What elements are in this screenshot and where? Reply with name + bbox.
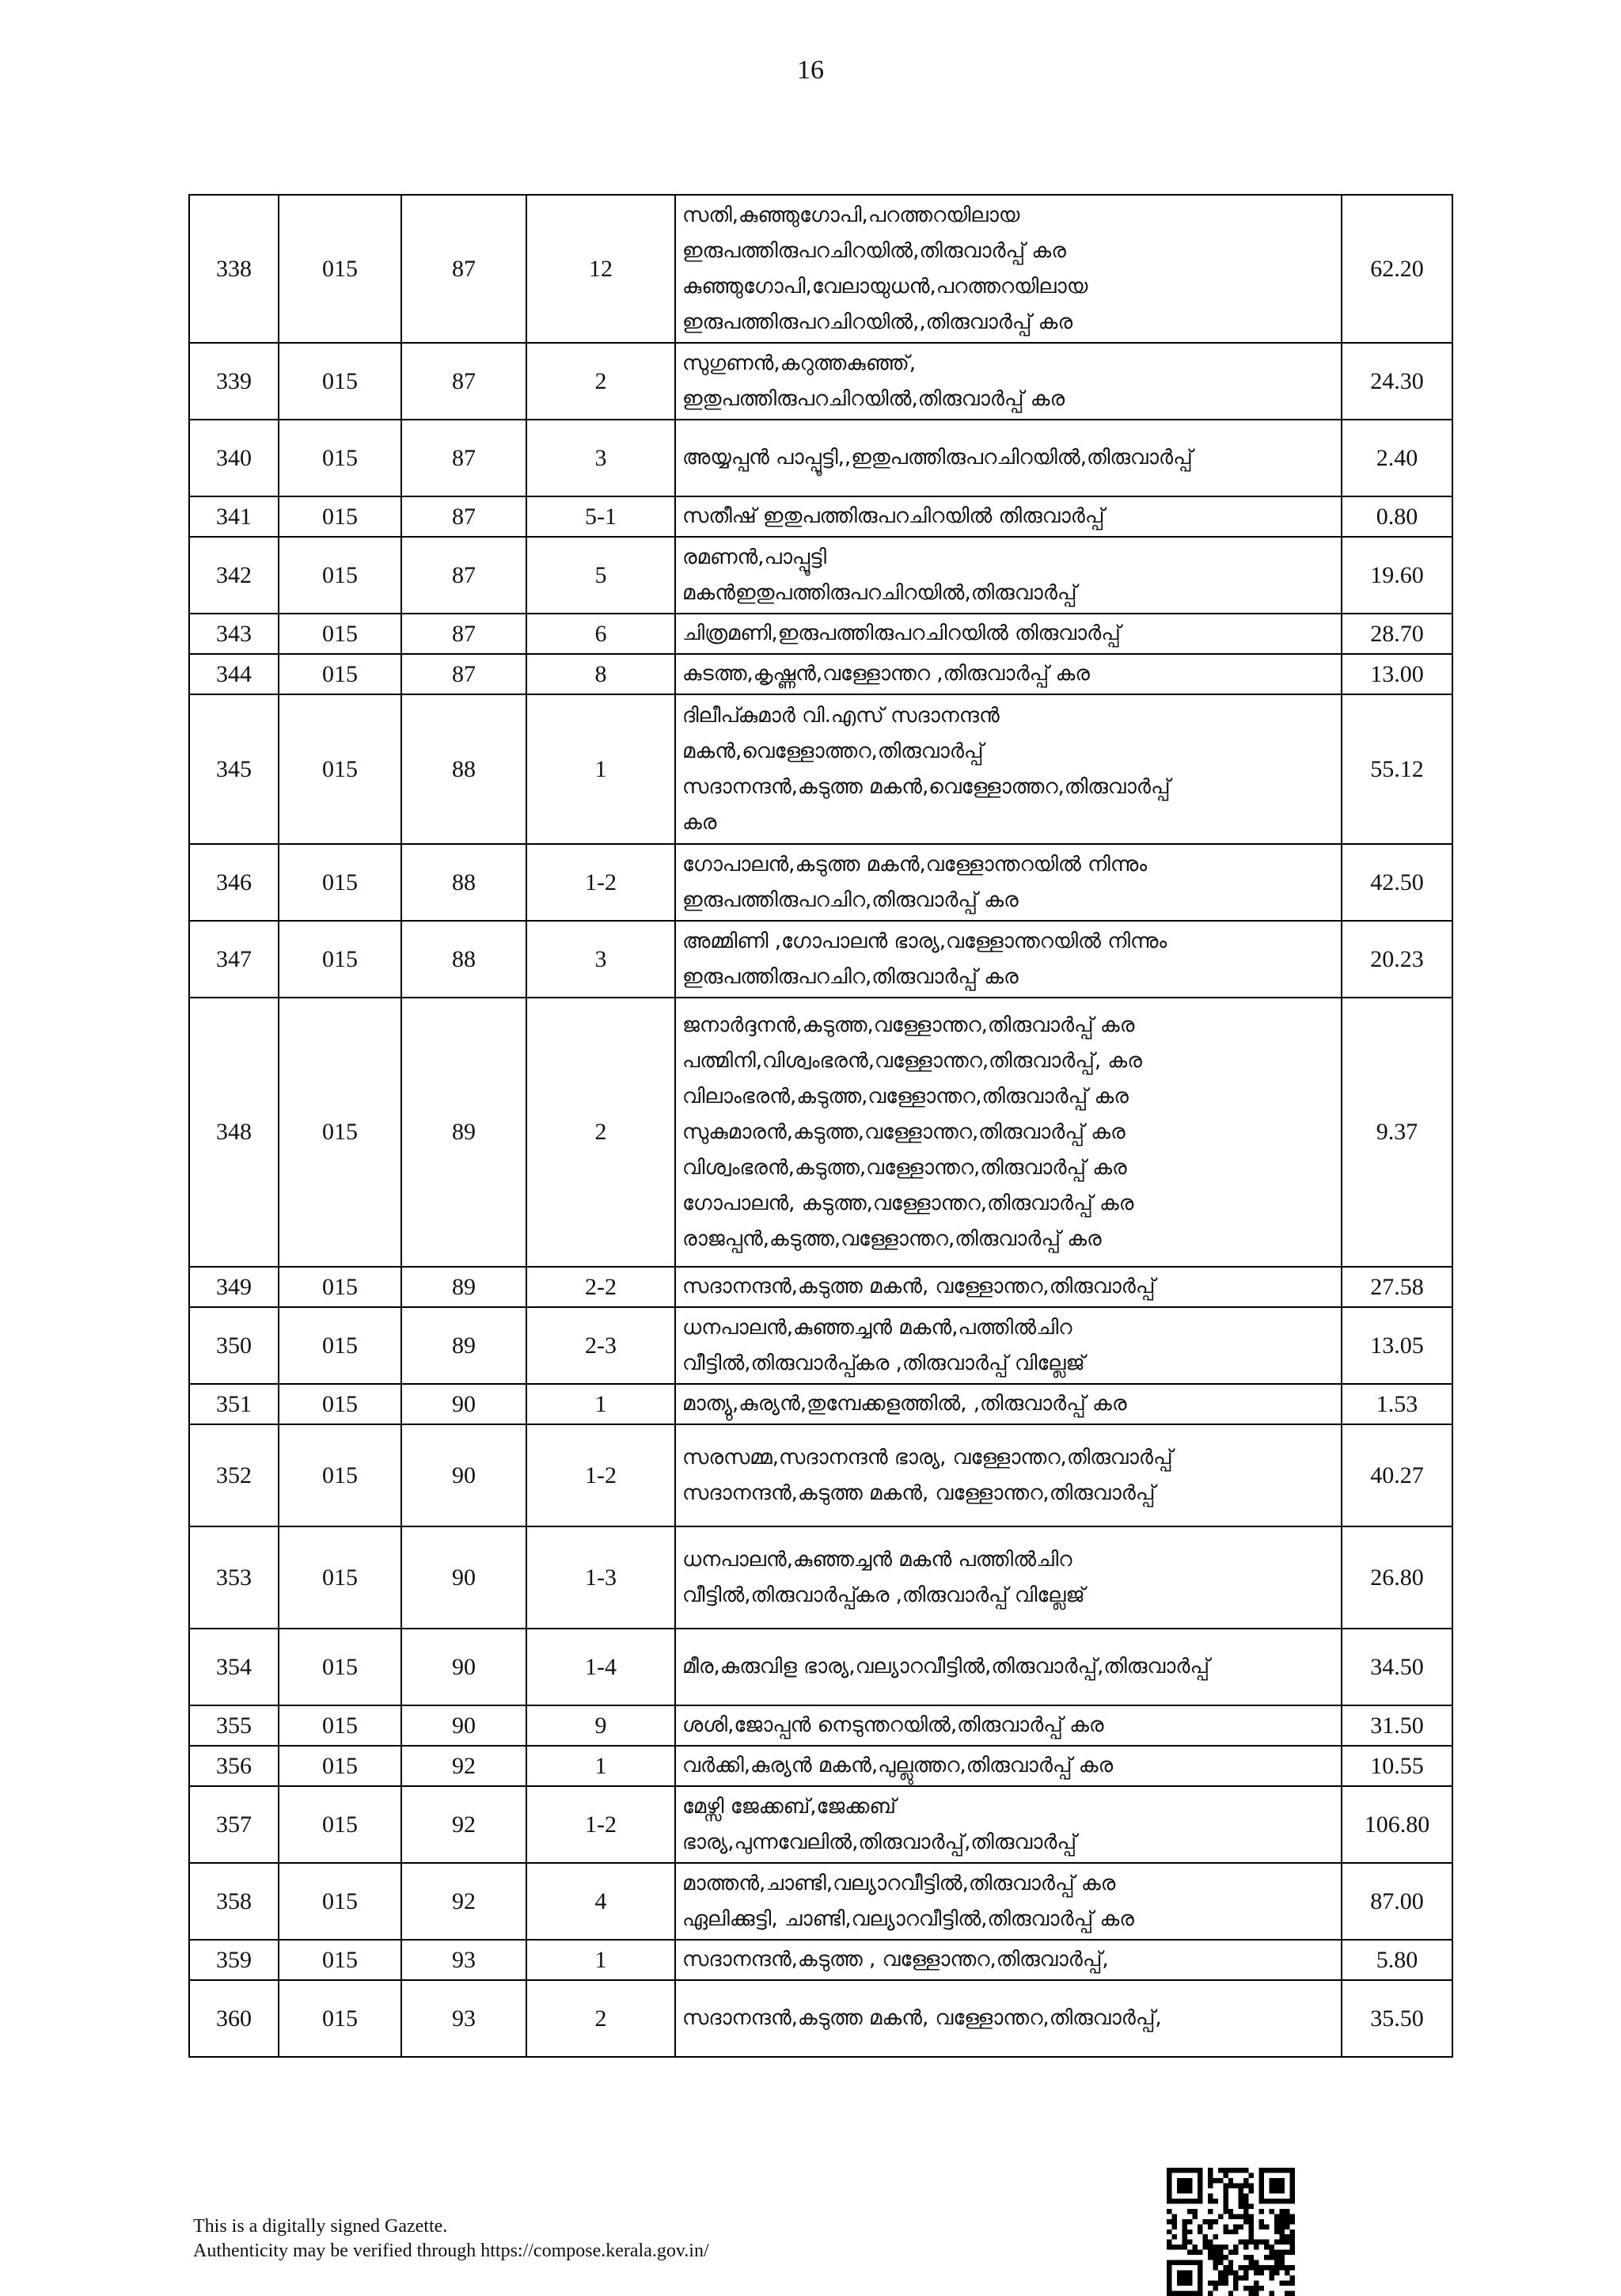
serial-number-cell: 346 bbox=[189, 844, 279, 921]
village-code-cell: 015 bbox=[279, 195, 401, 343]
owner-details-cell bbox=[675, 1267, 1342, 1307]
area-cell: 13.00 bbox=[1342, 654, 1452, 694]
village-code-cell: 015 bbox=[279, 1980, 401, 2057]
subdivision-cell: 2 bbox=[526, 1980, 675, 2057]
subdivision-cell: 2-3 bbox=[526, 1307, 675, 1384]
serial-number-cell: 345 bbox=[189, 694, 279, 844]
village-code-cell: 015 bbox=[279, 1526, 401, 1629]
village-code-cell: 015 bbox=[279, 496, 401, 537]
area-cell: 19.60 bbox=[1342, 537, 1452, 614]
serial-number-cell: 340 bbox=[189, 420, 279, 496]
area-cell: 10.55 bbox=[1342, 1746, 1452, 1786]
owner-line: ഇരുപത്തിരുപറചിറ,തിരുവാർപ്പ് കര bbox=[682, 964, 1019, 989]
owner-line: സദാനന്ദൻ,കടുത്ത മകൻ,വെള്ളോത്തറ,തിരുവാർപ്പ് bbox=[682, 774, 1171, 799]
survey-number-cell: 87 bbox=[401, 195, 526, 343]
footer-signed-note: This is a digitally signed Gazette. bbox=[193, 2216, 448, 2237]
owner-line: സദാനന്ദൻ,കടുത്ത , വള്ളോന്തറ,തിരുവാർപ്പ്, bbox=[682, 1948, 1109, 1971]
owner-details-cell bbox=[675, 1940, 1342, 1980]
subdivision-cell: 5 bbox=[526, 537, 675, 614]
subdivision-cell: 9 bbox=[526, 1705, 675, 1746]
area-cell: 2.40 bbox=[1342, 420, 1452, 496]
village-code-cell: 015 bbox=[279, 654, 401, 694]
owner-line: വർക്കി,കുര്യൻ മകൻ,പുല്ലുത്തറ,തിരുവാർപ്പ് കര bbox=[682, 1754, 1114, 1777]
owner-line: കുടത്ത,കൃഷ്ണൻ,വള്ളോന്തറ ,തിരുവാർപ്പ് കര bbox=[682, 662, 1090, 686]
village-code-cell: 015 bbox=[279, 1629, 401, 1705]
survey-number-cell: 87 bbox=[401, 654, 526, 694]
owner-line: ചിത്രമണി,ഇരുപത്തിരുപറചിറയിൽ തിരുവാർപ്പ് bbox=[682, 622, 1121, 645]
owner-details-cell bbox=[675, 1980, 1342, 2057]
table-row bbox=[189, 1526, 1452, 1629]
subdivision-cell: 2 bbox=[526, 343, 675, 420]
owner-details-cell bbox=[675, 1746, 1342, 1786]
owner-line: സതി,കുഞ്ഞുഗോപി,പറത്തറയിലായ bbox=[682, 203, 1020, 227]
subdivision-cell: 5-1 bbox=[526, 496, 675, 537]
serial-number-cell: 354 bbox=[189, 1629, 279, 1705]
survey-number-cell: 90 bbox=[401, 1526, 526, 1629]
owner-line: ഗോപാലൻ, കടുത്ത,വള്ളോന്തറ,തിരുവാർപ്പ് കര bbox=[682, 1191, 1134, 1215]
village-code-cell: 015 bbox=[279, 694, 401, 844]
table-row bbox=[189, 1629, 1452, 1705]
subdivision-cell: 3 bbox=[526, 420, 675, 496]
gazette-footer bbox=[193, 2214, 709, 2264]
survey-number-cell: 93 bbox=[401, 1940, 526, 1980]
owner-line: വീട്ടിൽ,തിരുവാർപ്പ്കര ,തിരുവാർപ്പ് വില്ലേജ് bbox=[682, 1583, 1085, 1607]
table-row bbox=[189, 1863, 1452, 1940]
table-row bbox=[189, 420, 1452, 496]
survey-number-cell: 88 bbox=[401, 921, 526, 998]
area-cell: 26.80 bbox=[1342, 1526, 1452, 1629]
table-row bbox=[189, 195, 1452, 343]
owner-line: കുഞ്ഞുഗോപി,വേലായുധൻ,പറത്തറയിലായ bbox=[682, 274, 1088, 298]
village-code-cell: 015 bbox=[279, 1786, 401, 1863]
serial-number-cell: 360 bbox=[189, 1980, 279, 2057]
table-row bbox=[189, 694, 1452, 844]
survey-number-cell: 93 bbox=[401, 1980, 526, 2057]
area-cell: 87.00 bbox=[1342, 1863, 1452, 1940]
owner-details-cell bbox=[675, 195, 1342, 343]
subdivision-cell: 1 bbox=[526, 1746, 675, 1786]
owner-details-cell bbox=[675, 614, 1342, 654]
table-row bbox=[189, 921, 1452, 998]
owner-details-cell bbox=[675, 844, 1342, 921]
serial-number-cell: 339 bbox=[189, 343, 279, 420]
serial-number-cell: 341 bbox=[189, 496, 279, 537]
table-row bbox=[189, 1980, 1452, 2057]
owner-line: മകൻ,വെള്ളോത്തറ,തിരുവാർപ്പ് bbox=[682, 739, 984, 763]
subdivision-cell: 1 bbox=[526, 1940, 675, 1980]
owner-details-cell bbox=[675, 1384, 1342, 1424]
table-row bbox=[189, 496, 1452, 537]
owner-line: ഇരുപത്തിരുപറചിറ,തിരുവാർപ്പ് കര bbox=[682, 888, 1019, 912]
survey-number-cell: 92 bbox=[401, 1863, 526, 1940]
survey-number-cell: 87 bbox=[401, 420, 526, 496]
serial-number-cell: 355 bbox=[189, 1705, 279, 1746]
village-code-cell: 015 bbox=[279, 921, 401, 998]
village-code-cell: 015 bbox=[279, 1384, 401, 1424]
owner-details-cell bbox=[675, 998, 1342, 1267]
owner-details-cell bbox=[675, 1786, 1342, 1863]
area-cell: 24.30 bbox=[1342, 343, 1452, 420]
owner-line: ശശി,ജോപ്പൻ നെടുന്തറയിൽ,തിരുവാർപ്പ് കര bbox=[682, 1713, 1104, 1737]
owner-line: സദാനന്ദൻ,കടുത്ത മകൻ, വള്ളോന്തറ,തിരുവാർപ്പ് bbox=[682, 1275, 1156, 1298]
area-cell: 31.50 bbox=[1342, 1705, 1452, 1746]
subdivision-cell: 1 bbox=[526, 1384, 675, 1424]
survey-number-cell: 89 bbox=[401, 1267, 526, 1307]
owner-details-cell bbox=[675, 694, 1342, 844]
subdivision-cell: 2 bbox=[526, 998, 675, 1267]
owner-line: ധനപാലൻ,കുഞ്ഞച്ചൻ മകൻ പത്തിൽചിറ bbox=[682, 1547, 1072, 1572]
subdivision-cell: 1 bbox=[526, 694, 675, 844]
area-cell: 27.58 bbox=[1342, 1267, 1452, 1307]
owner-line: മാത്തൻ,ചാണ്ടി,വല്യാറവീട്ടിൽ,തിരുവാർപ്പ് കര bbox=[682, 1871, 1116, 1895]
village-code-cell: 015 bbox=[279, 1307, 401, 1384]
area-cell: 62.20 bbox=[1342, 195, 1452, 343]
area-cell: 106.80 bbox=[1342, 1786, 1452, 1863]
owner-details-cell bbox=[675, 1629, 1342, 1705]
area-cell: 42.50 bbox=[1342, 844, 1452, 921]
area-cell: 0.80 bbox=[1342, 496, 1452, 537]
subdivision-cell: 1-2 bbox=[526, 1424, 675, 1526]
owner-line: ഏലിക്കുട്ടി, ചാണ്ടി,വല്യാറവീട്ടിൽ,തിരുവാർപ്പ് കര bbox=[682, 1906, 1134, 1931]
area-cell: 34.50 bbox=[1342, 1629, 1452, 1705]
page-number: 16 bbox=[797, 55, 824, 85]
owner-line: സരസമ്മ,സദാനന്ദൻ ഭാര്യ, വള്ളോന്തറ,തിരുവാർപ്പ് bbox=[682, 1445, 1173, 1469]
survey-number-cell: 90 bbox=[401, 1424, 526, 1526]
serial-number-cell: 348 bbox=[189, 998, 279, 1267]
survey-number-cell: 89 bbox=[401, 998, 526, 1267]
owner-line: പത്മിനി,വിശ്വംഭരൻ,വള്ളോന്തറ,തിരുവാർപ്പ്, കര bbox=[682, 1048, 1142, 1073]
serial-number-cell: 356 bbox=[189, 1746, 279, 1786]
serial-number-cell: 338 bbox=[189, 195, 279, 343]
owner-line: മകൻഇതുപത്തിരുപറചിറയിൽ,തിരുവാർപ്പ് bbox=[682, 580, 1077, 605]
owner-details-cell bbox=[675, 1424, 1342, 1526]
subdivision-cell: 12 bbox=[526, 195, 675, 343]
survey-number-cell: 92 bbox=[401, 1746, 526, 1786]
village-code-cell: 015 bbox=[279, 420, 401, 496]
table-row bbox=[189, 654, 1452, 694]
village-code-cell: 015 bbox=[279, 1424, 401, 1526]
owner-line: കര bbox=[682, 810, 717, 834]
footer-verify-link: Authenticity may be verified through https://compose.kerala.gov.in/ bbox=[193, 2241, 709, 2261]
area-cell: 5.80 bbox=[1342, 1940, 1452, 1980]
serial-number-cell: 352 bbox=[189, 1424, 279, 1526]
table-row bbox=[189, 1267, 1452, 1307]
serial-number-cell: 358 bbox=[189, 1863, 279, 1940]
subdivision-cell: 8 bbox=[526, 654, 675, 694]
subdivision-cell: 1-2 bbox=[526, 1786, 675, 1863]
area-cell: 55.12 bbox=[1342, 694, 1452, 844]
serial-number-cell: 353 bbox=[189, 1526, 279, 1629]
subdivision-cell: 6 bbox=[526, 614, 675, 654]
owner-line: സതീഷ് ഇതുപത്തിരുപറചിറയിൽ തിരുവാർപ്പ് bbox=[682, 504, 1105, 528]
village-code-cell: 015 bbox=[279, 343, 401, 420]
owner-line: സദാനന്ദൻ,കടുത്ത മകൻ, വള്ളോന്തറ,തിരുവാർപ്പ് bbox=[682, 1481, 1156, 1505]
owner-line: അമ്മിണി ,ഗോപാലൻ ഭാര്യ,വള്ളോന്തറയിൽ നിന്നും bbox=[682, 929, 1167, 953]
table-row bbox=[189, 537, 1452, 614]
village-code-cell: 015 bbox=[279, 1746, 401, 1786]
serial-number-cell: 342 bbox=[189, 537, 279, 614]
village-code-cell: 015 bbox=[279, 537, 401, 614]
survey-number-cell: 88 bbox=[401, 844, 526, 921]
subdivision-cell: 1-2 bbox=[526, 844, 675, 921]
survey-number-cell: 88 bbox=[401, 694, 526, 844]
owner-details-cell bbox=[675, 496, 1342, 537]
owner-details-cell bbox=[675, 537, 1342, 614]
owner-line: വിശ്വംഭരൻ,കടുത്ത,വള്ളോന്തറ,തിരുവാർപ്പ് കര bbox=[682, 1155, 1127, 1180]
village-code-cell: 015 bbox=[279, 614, 401, 654]
area-cell: 13.05 bbox=[1342, 1307, 1452, 1384]
serial-number-cell: 344 bbox=[189, 654, 279, 694]
serial-number-cell: 347 bbox=[189, 921, 279, 998]
village-code-cell: 015 bbox=[279, 1705, 401, 1746]
owner-line: അയ്യപ്പൻ പാപ്പൂട്ടി,,ഇതുപത്തിരുപറചിറയിൽ,തിരുവാർപ്പ് bbox=[682, 446, 1193, 469]
subdivision-cell: 4 bbox=[526, 1863, 675, 1940]
owner-line: സുകുമാരൻ,കടുത്ത,വള്ളോന്തറ,തിരുവാർപ്പ് കര bbox=[682, 1119, 1126, 1144]
owner-line: മേഴ്സി ജേക്കബ്,ജേക്കബ് bbox=[682, 1794, 896, 1819]
table-row bbox=[189, 1424, 1452, 1526]
owner-details-cell bbox=[675, 420, 1342, 496]
owner-line: ധനപാലൻ,കുഞ്ഞച്ചൻ മകൻ,പത്തിൽചിറ bbox=[682, 1315, 1072, 1340]
owner-details-cell bbox=[675, 654, 1342, 694]
owner-details-cell bbox=[675, 1705, 1342, 1746]
owner-line: വീട്ടിൽ,തിരുവാർപ്പ്കര ,തിരുവാർപ്പ് വില്ലേജ് bbox=[682, 1351, 1085, 1375]
survey-number-cell: 92 bbox=[401, 1786, 526, 1863]
subdivision-cell: 3 bbox=[526, 921, 675, 998]
owner-line: ഇരുപത്തിരുപറചിറയിൽ,,തിരുവാർപ്പ് കര bbox=[682, 310, 1073, 334]
village-code-cell: 015 bbox=[279, 1863, 401, 1940]
area-cell: 9.37 bbox=[1342, 998, 1452, 1267]
village-code-cell: 015 bbox=[279, 1940, 401, 1980]
owner-details-cell bbox=[675, 1863, 1342, 1940]
owner-line: സദാനന്ദൻ,കടുത്ത മകൻ, വള്ളോന്തറ,തിരുവാർപ്പ്, bbox=[682, 2006, 1162, 2030]
owner-line: രാജപ്പൻ,കടുത്ത,വള്ളോന്തറ,തിരുവാർപ്പ് കര bbox=[682, 1226, 1102, 1251]
area-cell: 35.50 bbox=[1342, 1980, 1452, 2057]
owner-line: ഇതുപത്തിരുപറചിറയിൽ,തിരുവാർപ്പ് കര bbox=[682, 386, 1065, 411]
owner-details-cell bbox=[675, 343, 1342, 420]
table-row bbox=[189, 343, 1452, 420]
owner-line: ജനാർദ്ദനൻ,കടുത്ത,വള്ളോന്തറ,തിരുവാർപ്പ് കര bbox=[682, 1013, 1135, 1037]
owner-line: ഇരുപത്തിരുപറചിറയിൽ,തിരുവാർപ്പ് കര bbox=[682, 238, 1066, 263]
area-cell: 1.53 bbox=[1342, 1384, 1452, 1424]
serial-number-cell: 351 bbox=[189, 1384, 279, 1424]
area-cell: 28.70 bbox=[1342, 614, 1452, 654]
table-row bbox=[189, 1307, 1452, 1384]
table-row bbox=[189, 844, 1452, 921]
survey-number-cell: 90 bbox=[401, 1384, 526, 1424]
owner-line: ഭാര്യ,പുന്നവേലിൽ,തിരുവാർപ്പ്,തിരുവാർപ്പ് bbox=[682, 1830, 1077, 1854]
survey-number-cell: 89 bbox=[401, 1307, 526, 1384]
village-code-cell: 015 bbox=[279, 1267, 401, 1307]
serial-number-cell: 357 bbox=[189, 1786, 279, 1863]
owner-details-cell bbox=[675, 921, 1342, 998]
survey-number-cell: 87 bbox=[401, 614, 526, 654]
serial-number-cell: 349 bbox=[189, 1267, 279, 1307]
table-row bbox=[189, 998, 1452, 1267]
serial-number-cell: 343 bbox=[189, 614, 279, 654]
subdivision-cell: 2-2 bbox=[526, 1267, 675, 1307]
table-row bbox=[189, 1940, 1452, 1980]
survey-number-cell: 87 bbox=[401, 343, 526, 420]
area-cell: 40.27 bbox=[1342, 1424, 1452, 1526]
survey-number-cell: 87 bbox=[401, 537, 526, 614]
table-row bbox=[189, 614, 1452, 654]
subdivision-cell: 1-4 bbox=[526, 1629, 675, 1705]
table-row bbox=[189, 1786, 1452, 1863]
owner-line: വിലാംഭരൻ,കടുത്ത,വള്ളോന്തറ,തിരുവാർപ്പ് കര bbox=[682, 1084, 1129, 1108]
survey-number-cell: 90 bbox=[401, 1629, 526, 1705]
land-acquisition-table bbox=[188, 194, 1453, 2058]
owner-line: ദിലീപ്കുമാർ വി.എസ് സദാനന്ദൻ bbox=[682, 703, 1000, 728]
survey-number-cell: 87 bbox=[401, 496, 526, 537]
village-code-cell: 015 bbox=[279, 844, 401, 921]
table-row bbox=[189, 1384, 1452, 1424]
owner-details-cell bbox=[675, 1526, 1342, 1629]
owner-line: രമണൻ,പാപ്പൂട്ടി bbox=[682, 545, 827, 569]
area-cell: 20.23 bbox=[1342, 921, 1452, 998]
survey-number-cell: 90 bbox=[401, 1705, 526, 1746]
owner-details-cell bbox=[675, 1307, 1342, 1384]
owner-line: ഗോപാലൻ,കടുത്ത മകൻ,വള്ളോന്തറയിൽ നിന്നും bbox=[682, 852, 1148, 876]
table-row bbox=[189, 1746, 1452, 1786]
qr-code-icon bbox=[1167, 2168, 1295, 2296]
village-code-cell: 015 bbox=[279, 998, 401, 1267]
owner-line: മീര,കുരുവിള ഭാര്യ,വല്യാറവീട്ടിൽ,തിരുവാർപ്പ്,തിരുവാർപ്പ് bbox=[682, 1655, 1210, 1678]
serial-number-cell: 350 bbox=[189, 1307, 279, 1384]
table-row bbox=[189, 1705, 1452, 1746]
serial-number-cell: 359 bbox=[189, 1940, 279, 1980]
owner-line: മാത്യു,കുര്യൻ,തുമ്പേക്കളത്തിൽ, ,തിരുവാർപ്പ് കര bbox=[682, 1392, 1127, 1416]
subdivision-cell: 1-3 bbox=[526, 1526, 675, 1629]
owner-line: സുഗുണൻ,കറുത്തകുഞ്ഞ്, bbox=[682, 351, 916, 375]
